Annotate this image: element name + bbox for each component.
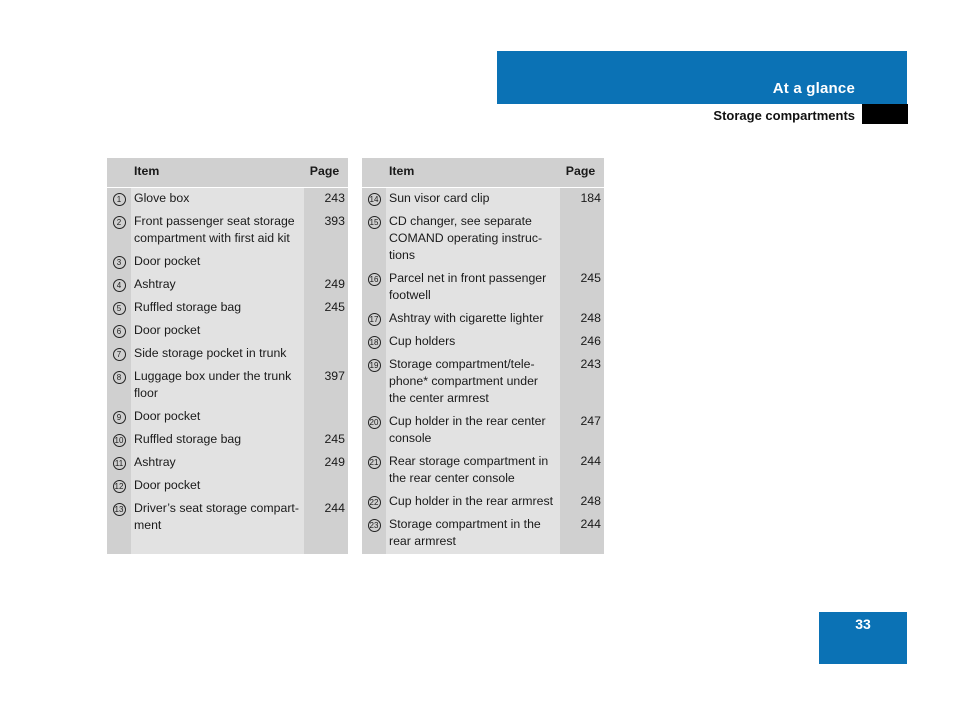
- item-number-badge: 18: [368, 336, 381, 349]
- table-row: [107, 251, 348, 274]
- row-number-cell: [107, 188, 131, 212]
- row-number-cell: [107, 475, 131, 498]
- table-filler-row: [107, 538, 348, 554]
- table-row: [362, 188, 604, 212]
- page-number-box: [819, 612, 907, 664]
- item-page: [304, 251, 348, 274]
- table-row: [107, 320, 348, 343]
- item-number-badge: 3: [113, 256, 126, 269]
- item-name: Ashtray with cigarette lighter: [386, 308, 560, 331]
- item-name: Ashtray: [131, 274, 304, 297]
- row-number-cell: [362, 188, 386, 212]
- table-row: [362, 491, 604, 514]
- item-name: Cup holder in the rear armrest: [386, 491, 560, 514]
- item-page: 243: [304, 188, 348, 212]
- header-num-cell: [362, 158, 386, 188]
- item-number-badge: 14: [368, 193, 381, 206]
- row-number-cell: [362, 354, 386, 411]
- item-page: [304, 406, 348, 429]
- row-number-cell: [107, 251, 131, 274]
- row-number-cell: [107, 452, 131, 475]
- item-page: 397: [304, 366, 348, 406]
- header-page: Page: [304, 158, 348, 188]
- item-number-badge: 16: [368, 273, 381, 286]
- table-row: [107, 429, 348, 452]
- section-tab-marker: [862, 104, 908, 124]
- table-row: [362, 411, 604, 451]
- table-row: [107, 211, 348, 251]
- item-name: Rear storage compartment in the rear center console: [386, 451, 560, 491]
- item-name: Driver’s seat storage compart-ment: [131, 498, 304, 538]
- row-number-cell: [107, 498, 131, 538]
- row-number-cell: [362, 211, 386, 268]
- row-number-cell: [362, 331, 386, 354]
- item-number-badge: 4: [113, 279, 126, 292]
- table-row: [362, 268, 604, 308]
- table-row: [107, 343, 348, 366]
- item-page: 247: [560, 411, 604, 451]
- header-num-cell: [107, 158, 131, 188]
- item-page: 245: [304, 297, 348, 320]
- table-header-row: [362, 158, 604, 188]
- table-row: [362, 354, 604, 411]
- table-row: [362, 451, 604, 491]
- item-number-badge: 8: [113, 371, 126, 384]
- row-number-cell: [107, 297, 131, 320]
- section-header-bar: [497, 51, 907, 104]
- header-item: Item: [131, 158, 304, 188]
- row-number-cell: [107, 274, 131, 297]
- header-page: Page: [560, 158, 604, 188]
- table-row: [107, 406, 348, 429]
- item-page: 246: [560, 331, 604, 354]
- item-name: Door pocket: [131, 320, 304, 343]
- item-name: Luggage box under the trunk floor: [131, 366, 304, 406]
- item-number-badge: 17: [368, 313, 381, 326]
- table-row: [107, 475, 348, 498]
- item-number-badge: 5: [113, 302, 126, 315]
- item-name: Cup holders: [386, 331, 560, 354]
- table-row: [107, 274, 348, 297]
- item-page: 249: [304, 452, 348, 475]
- item-name: CD changer, see separate COMAND operating instruc-tions: [386, 211, 560, 268]
- item-page: 393: [304, 211, 348, 251]
- table-row: [107, 366, 348, 406]
- item-page: [304, 343, 348, 366]
- table-row: [107, 452, 348, 475]
- item-name: Door pocket: [131, 406, 304, 429]
- table-row: [362, 308, 604, 331]
- item-page: 249: [304, 274, 348, 297]
- row-number-cell: [362, 514, 386, 554]
- item-name: Door pocket: [131, 251, 304, 274]
- item-name: Ruffled storage bag: [131, 297, 304, 320]
- item-name: Ruffled storage bag: [131, 429, 304, 452]
- row-number-cell: [362, 308, 386, 331]
- item-page: [560, 211, 604, 268]
- item-number-badge: 11: [113, 457, 126, 470]
- table-row: [362, 211, 604, 268]
- row-number-cell: [107, 211, 131, 251]
- item-page: 243: [560, 354, 604, 411]
- row-number-cell: [107, 366, 131, 406]
- item-page: 244: [560, 451, 604, 491]
- item-number-badge: 10: [113, 434, 126, 447]
- item-number-badge: 9: [113, 411, 126, 424]
- item-name: Storage compartment/tele-phone* compartment under the center armrest: [386, 354, 560, 411]
- table-row: [362, 514, 604, 554]
- item-number-badge: 20: [368, 416, 381, 429]
- item-name: Front passenger seat storage compartment with first aid kit: [131, 211, 304, 251]
- row-number-cell: [362, 411, 386, 451]
- row-number-cell: [107, 343, 131, 366]
- item-page: 248: [560, 491, 604, 514]
- filler-cell: [107, 538, 131, 554]
- item-name: Door pocket: [131, 475, 304, 498]
- row-number-cell: [362, 491, 386, 514]
- item-number-badge: 1: [113, 193, 126, 206]
- item-name: Parcel net in front passenger footwell: [386, 268, 560, 308]
- row-number-cell: [362, 268, 386, 308]
- item-number-badge: 19: [368, 359, 381, 372]
- item-page: 245: [304, 429, 348, 452]
- item-name: Cup holder in the rear center console: [386, 411, 560, 451]
- item-number-badge: 23: [368, 519, 381, 532]
- table-row: [107, 498, 348, 538]
- storage-table-left: [107, 158, 348, 554]
- item-page: [304, 320, 348, 343]
- item-page: 184: [560, 188, 604, 212]
- page-number: 33: [855, 616, 871, 632]
- section-title: At a glance: [772, 80, 855, 97]
- item-page: 245: [560, 268, 604, 308]
- filler-cell: [131, 538, 304, 554]
- item-name: Storage compartment in the rear armrest: [386, 514, 560, 554]
- item-number-badge: 7: [113, 348, 126, 361]
- page-subtitle: Storage compartments: [713, 108, 855, 123]
- item-number-badge: 12: [113, 480, 126, 493]
- item-name: Sun visor card clip: [386, 188, 560, 212]
- item-number-badge: 22: [368, 496, 381, 509]
- row-number-cell: [107, 320, 131, 343]
- row-number-cell: [107, 406, 131, 429]
- table-header-row: [107, 158, 348, 188]
- item-page: 248: [560, 308, 604, 331]
- storage-table-right: [362, 158, 604, 554]
- item-number-badge: 21: [368, 456, 381, 469]
- item-name: Side storage pocket in trunk: [131, 343, 304, 366]
- item-name: Ashtray: [131, 452, 304, 475]
- table-row: [107, 297, 348, 320]
- item-number-badge: 6: [113, 325, 126, 338]
- table-row: [107, 188, 348, 212]
- filler-cell: [304, 538, 348, 554]
- table-row: [362, 331, 604, 354]
- header-item: Item: [386, 158, 560, 188]
- row-number-cell: [107, 429, 131, 452]
- item-number-badge: 2: [113, 216, 126, 229]
- item-name: Glove box: [131, 188, 304, 212]
- item-number-badge: 13: [113, 503, 126, 516]
- item-page: [304, 475, 348, 498]
- item-number-badge: 15: [368, 216, 381, 229]
- item-page: 244: [304, 498, 348, 538]
- row-number-cell: [362, 451, 386, 491]
- item-page: 244: [560, 514, 604, 554]
